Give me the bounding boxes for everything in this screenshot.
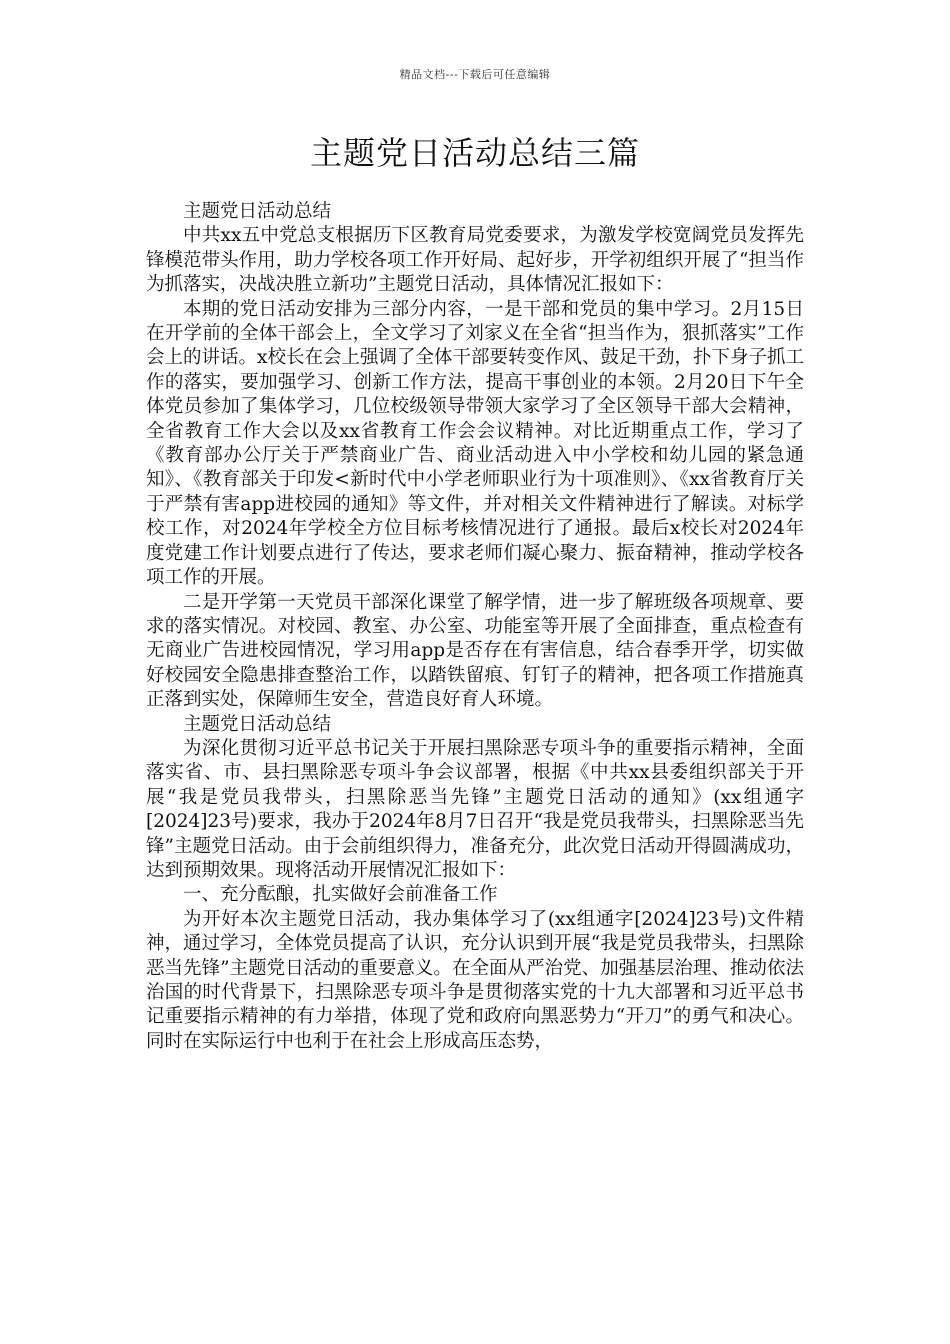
body-paragraph: 为深化贯彻习近平总书记关于开展扫黑除恶专项斗争的重要指示精神，全面落实省、市、县扫黑除恶专项斗争会议部署，根据《中共xx县委组织部关于开展“我是党员我带头，扫黑除恶当先锋”主题党日活动的通知》(xx组通字[2024]23号)要求，我办于2024年8月7日召开“我是党员我带头，扫黑除恶当先锋”主题党日活动。由于会前组织得力，准备充分，此次党日活动开得圆满成功，达到预期效果。现将活动开展情况汇报如下： xyxy=(146,737,804,881)
document-body xyxy=(146,200,804,1054)
body-paragraph: 中共xx五中党总支根据历下区教育局党委要求，为激发学校宽阔党员发挥先锋模范带头作用，助力学校各项工作开好局、起好步，开学初组织开展了“担当作为抓落实，决战决胜立新功”主题党日活动，具体情况汇报如下： xyxy=(146,225,804,296)
body-paragraph: 二是开学第一天党员干部深化课堂了解学情，进一步了解班级各项规章、要求的落实情况。对校园、教室、办公室、功能室等开展了全面排查，重点检查有无商业广告进校园情况，学习用app是否存在有害信息，结合春季开学，切实做好校园安全隐患排查整治工作，以踏铁留痕、钉钉子的精神，把各项工作措施真正落到实处，保障师生安全，营造良好育人环境。 xyxy=(146,591,804,711)
body-paragraph: 本期的党日活动安排为三部分内容，一是干部和党员的集中学习。2月15日在开学前的全体干部会上，全文学习了刘家义在全省“担当作为，狠抓落实”工作会上的讲话。x校长在会上强调了全体干部要转变作风、鼓足干劲，扑下身子抓工作的落实，要加强学习、创新工作方法，提高干事创业的本领。2月20日下午全体党员参加了集体学习，几位校级领导带领大家学习了全区领导干部大会精神，全省教育工作大会以及xx省教育工作会会议精神。对比近期重点工作，学习了《教育部办公厅关于严禁商业广告、商业活动进入中小学校和幼儿园的紧急通知》、《教育部关于印发<新时代中小学老师职业行为十项准则》、《xx省教育厅关于严禁有害app进校园的通知》等文件，并对相关文件精神进行了解读。对标学校工作，对2024年学校全方位目标考核情况进行了通报。最后x校长对2024年度党建工作计划要点进行了传达，要求老师们凝心聚力、振奋精神，推动学校各项工作的开展。 xyxy=(146,298,804,589)
document-title: 主题党日活动总结三篇 xyxy=(309,134,640,172)
section-heading: 主题党日活动总结 xyxy=(183,713,332,735)
section-heading: 主题党日活动总结 xyxy=(183,201,332,222)
page-header-note: 精品文档---下载后可任意编辑 xyxy=(399,68,551,81)
body-paragraph: 为开好本次主题党日活动，我办集体学习了(xx组通字[2024]23号)文件精神，通过学习，全体党员提高了认识，充分认识到开展“我是党员我带头，扫黑除恶当先锋”主题党日活动的重要意义。在全面从严治党、加强基层治理、推动依法治国的时代背景下，扫黑除恶专项斗争是贯彻落实党的十九大部署和习近平总书记重要指示精神的有力举措，体现了党和政府向黑恶势力“开刀”的勇气和决心。同时在实际运行中也利于在社会上形成高压态势， xyxy=(146,908,804,1052)
subsection-heading: 一、充分酝酿，扎实做好会前准备工作 xyxy=(183,884,498,906)
